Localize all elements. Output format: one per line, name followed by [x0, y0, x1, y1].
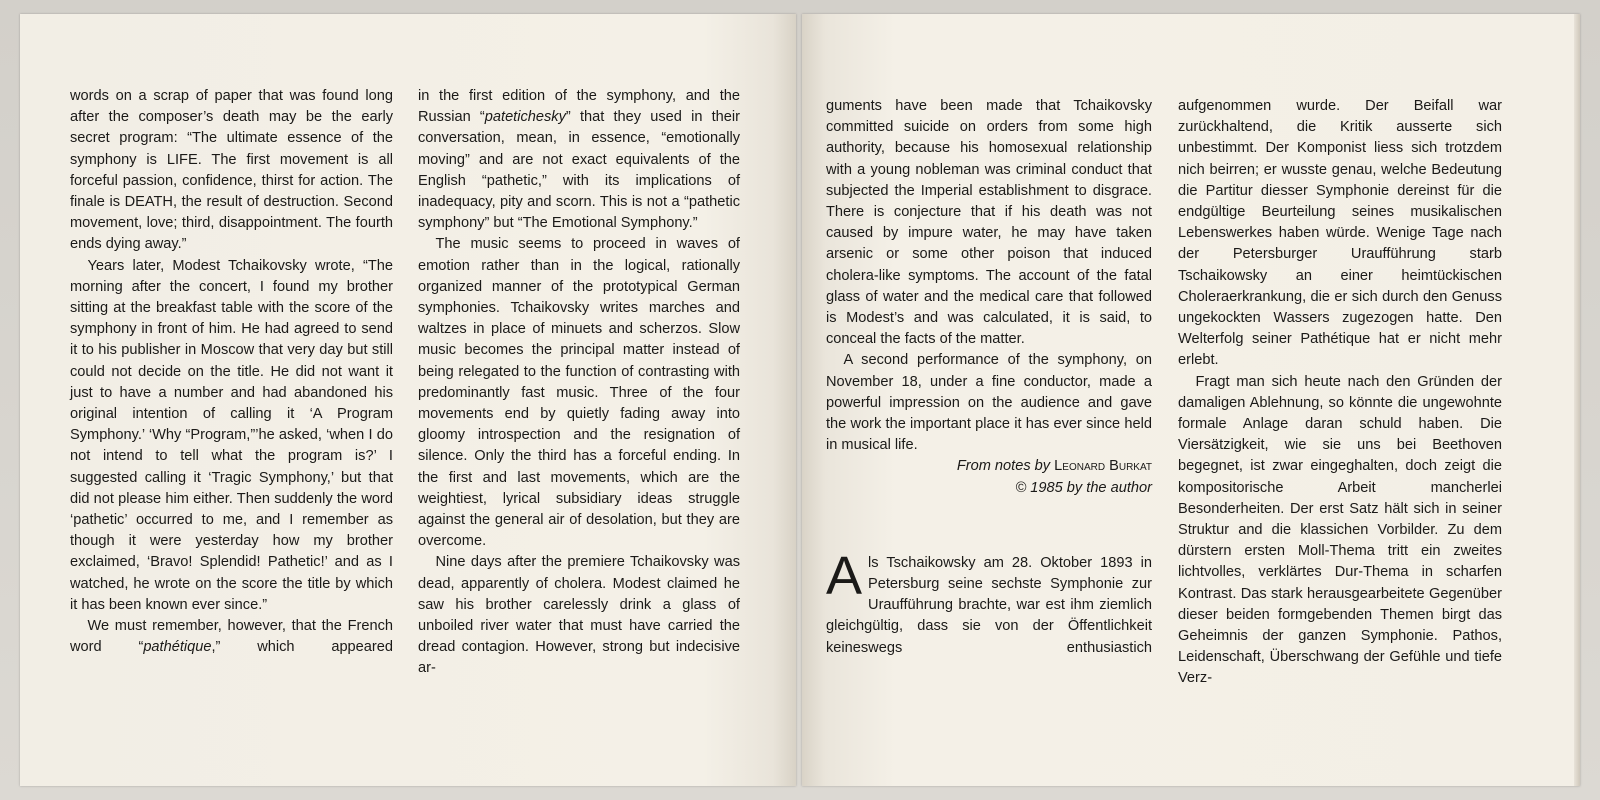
- left-page-column-1: [70, 86, 393, 658]
- paragraph: in the first edition of the symphony, and the Russian “patetichesky” that they used in their conversation, mean, in essence, “emotionally moving” and are not exact equivalents of the English “pathetic,” with its implications of inadequacy, pity and scorn. This is not a “pathetic symphony” but “The Emotional Symphony.”: [418, 88, 741, 232]
- right-page-column-2: [1178, 96, 1502, 690]
- drop-cap: A: [826, 545, 863, 606]
- paragraph: Nine days after the premiere Tchaikovsky was dead, apparently of cholera. Modest claimed he saw his brother carelessly drink a glass of unboiled river water that must have carried the dread contagion. However, strong but indecisive ar-: [418, 554, 740, 677]
- paragraph: A second performance of the symphony, on November 18, under a fine conductor, made a powerful impression on the audience and gave the work the important place it has ever since held in musical life.: [826, 352, 1152, 454]
- copyright-line: © 1985 by the author: [1015, 479, 1152, 496]
- paragraph: The music seems to proceed in waves of emotion rather than in the logical, rationally organized manner of the prototypical German symphonies. Tchaikovsky writes marches and waltzes in place of minuets and scherzos. Slow music becomes the principal matter instead of being relegated to the function of contrasting with predominantly fast music. Three of the four movements end by quietly fading away into gloomy introspection and the resignation of silence. Only the third has a forceful ending. In the first and last movements, which are the weightiest, lyrical subsidiary ideas struggle against the general air of desolation, but they are overcome.: [418, 236, 740, 550]
- credit-line: From notes by Leonard Burkat: [956, 458, 1152, 475]
- paragraph: We must remember, however, that the French word “pathétique,” which appeared: [70, 618, 394, 656]
- paragraph: words on a scrap of paper that was found long after the composer’s death may be the early secret program: “The ultimate essence of the symphony is LIFE. The first movement is all forceful passion, confidence, thirst for action. The finale is DEATH, the result of destruction. Second movement, love; third, disappointment. The fourth ends dying away.”: [70, 88, 393, 253]
- paragraph: aufgenommen wurde. Der Beifall war zurückhaltend, die Kritik ausserte sich unbestimmt. Der Komponist liess sich trotzdem nich beirren; er wusste genau, welche Bedeutung die Partitur diesser Symphonie dereinst für die endgültige Beurteilung seines musikalischen Lebenswerkes haben würde. Wenige Tage nach der Petersburger Uraufführung starb Tschaikowsky an einer heimtückischen Choleraerkrankung, die er sich durch den Genuss ungekockten Wassers zugezogen hatte. Den Welterfolg seiner Pathétique hat er nicht mehr erlebt.: [1178, 98, 1502, 369]
- paragraph: Fragt man sich heute nach den Gründen der damaligen Ablehnung, so könnte die ungewohnte formale Anlage daran schuld haben. Die Viersätzigkeit, wie sie uns bei Beethoven begegnet, ist zwar eingeghalten, doch zeigt die kompositorische Arbeit mancherlei Besonderheiten. Der erst Satz hält sich in seiner Struktur and die klassichen Vorbilder. Zu dem dürstern ersten Moll-Thema tritt ein zweites lichtvolles, verklärtes Dur-Thema in scharfen Kontrast. Das stark herausgearbeitete Gegenüber dieser beiden formgebenden Themen birgt das Geheimnis der ganzen Symphonie. Pathos, Leidenschaft, Überschwang der Gefühle und tiefe Verz-: [1178, 373, 1502, 687]
- left-page-column-2: [418, 86, 740, 680]
- right-page-column-1: [826, 96, 1152, 659]
- right-page: [802, 14, 1580, 786]
- german-intro-paragraph: Als Tschaikowsky am 28. Oktober 1893 in Petersburg seine sechste Symphonie zur Uraufführung brachte, war est ihm ziemlich gleichgültig, dass sie von der Öffentlichkeit keineswegs enthusiastich: [826, 545, 1152, 656]
- paragraph: guments have been made that Tchaikovsky committed suicide on orders from some high authority, because his homosexual relationship with a young nobleman was criminal conduct that subjected the Imperial establishment to disgrace. There is conjecture that if his death was not caused by impure water, he may have taken arsenic or some other poison that induced cholera-like symptoms. The account of the fatal glass of water and the medical care that followed is Modest’s and was calculated, it is said, to conceal the facts of the matter.: [826, 98, 1152, 348]
- left-page: [20, 14, 796, 786]
- paragraph: Years later, Modest Tchaikovsky wrote, “The morning after the concert, I found my brother sitting at the breakfast table with the score of the symphony in front of him. He had agreed to send it to his publisher in Moscow that very day but still could not decide on the title. He did not want it just to have a number and had abandoned his original intention of calling it ‘A Program Symphony.’ ‘Why “Program,”’he asked, ‘when I do not intend to tell what the program is?’ I suggested calling it ‘Tragic Symphony,’ but that did not please him either. Then suddenly the word ‘pathetic’ occurred to me, and I remember as though it were yesterday how my brother exclaimed, ‘Bravo! Splendid! Pathetic!’ and as I watched, he wrote on the score the title by which it has been known ever since.”: [70, 257, 393, 613]
